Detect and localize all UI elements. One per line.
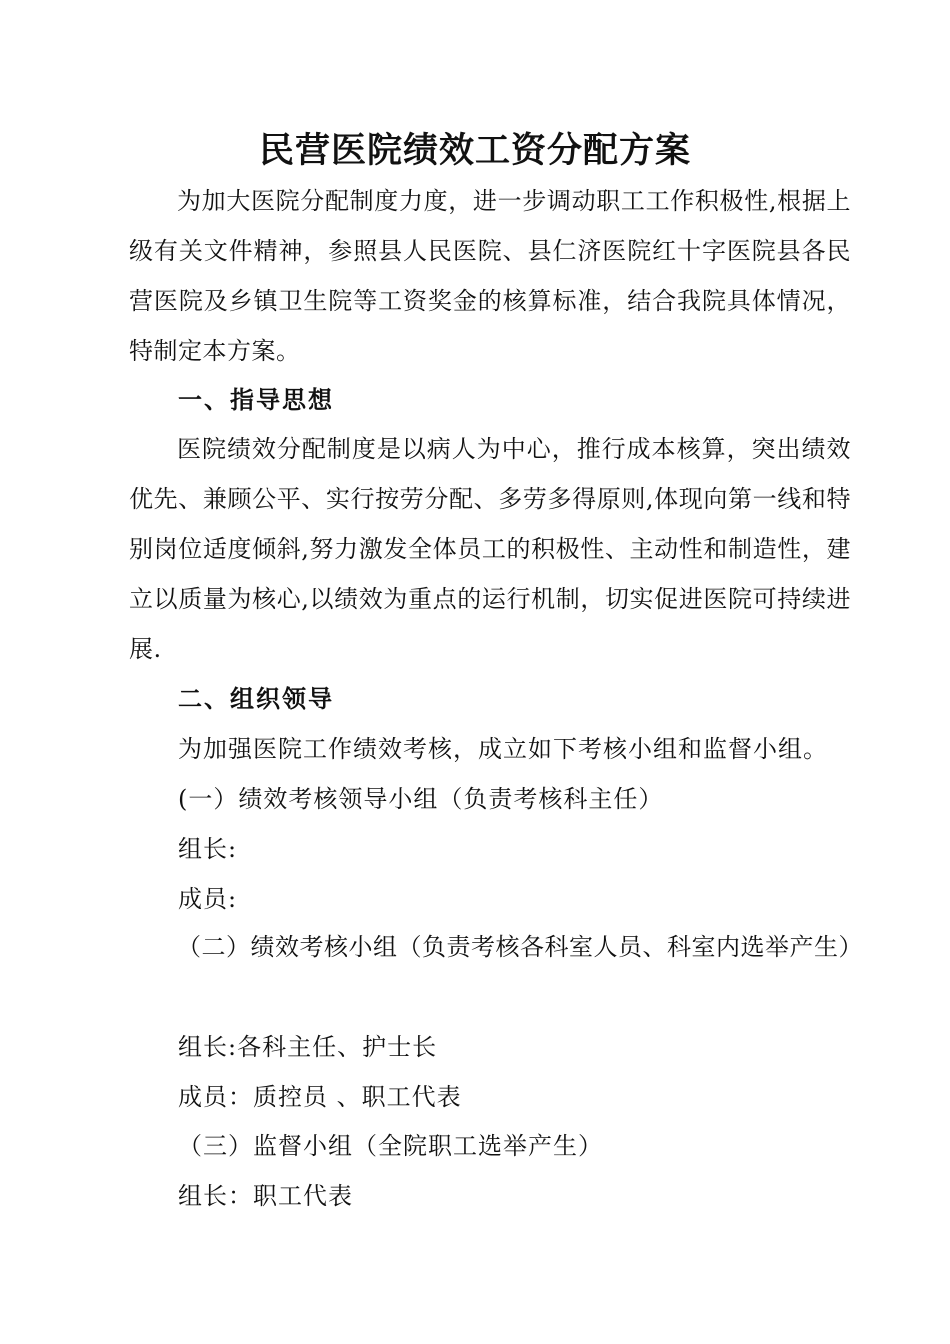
group2-leader: 组长:各科主任、护士长 — [178, 1033, 438, 1061]
organization-intro: 为加强医院工作绩效考核，成立如下考核小组和监督小组。 — [178, 735, 828, 763]
document-title: 民营医院绩效工资分配方案 — [258, 130, 691, 171]
guiding-ideology-paragraph: 医院绩效分配制度是以病人为中心，推行成本核算，突出绩效优先、兼顾公平、实行按劳分配、多劳多得原则,体现向第一线和特别岗位适度倾斜,努力激发全体员工的积极性、主动性和制造性，建立以质量为核心,以绩效为重点的运行机制，切实促进医院可持续进展. — [129, 435, 851, 663]
section-heading-organization: 二、组织领导 — [178, 684, 334, 713]
group3-title: （三）监督小组（全院职工选举产生） — [178, 1132, 603, 1160]
group2-title: （二）绩效考核小组（负责考核各科室人员、科室内选举产生） — [177, 933, 863, 961]
group1-leader: 组长: — [178, 835, 238, 863]
section-heading-guiding-ideology: 一、指导思想 — [178, 385, 334, 414]
intro-paragraph: 为加大医院分配制度力度，进一步调动职工工作积极性,根据上级有关文件精神，参照县人民医院、县仁济医院红十字医院县各民营医院及乡镇卫生院等工资奖金的核算标准，结合我院具体情况，特制定本方案。 — [129, 187, 851, 365]
group1-members: 成员: — [178, 885, 238, 913]
group1-title: (一）绩效考核领导小组（负责考核科主任） — [178, 785, 664, 813]
group3-leader: 组长：职工代表 — [178, 1182, 353, 1210]
group2-members: 成员：质控员 、职工代表 — [178, 1083, 462, 1111]
